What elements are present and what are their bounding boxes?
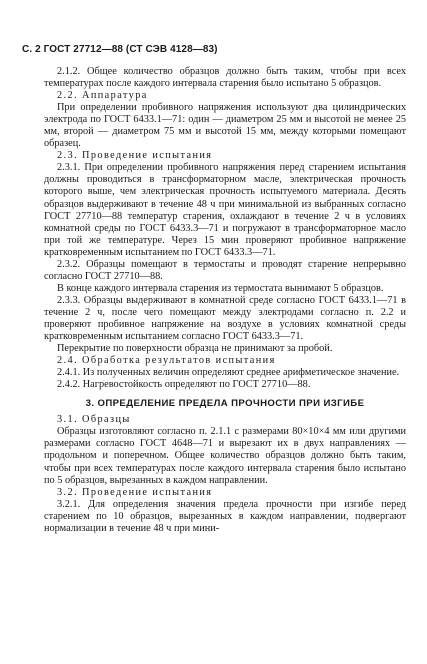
paragraph-2-3-1: 2.3.1. При определении пробивного напряжения перед старением испытания должны проводиться в трансформаторном масле, электрическая прочность которого выше, чем электрическая прочность испытуемого материала. Десять образцов выдерживают в течение 48 ч при минимальной из выбранных согласно ГОСТ 27710—88 температур старения, охлаждают в течение 2 ч в условиях комнатной среды по ГОСТ 6433.3—71 и погружают в трансформаторное масло при той же температуре. Через 15 мин проверяют пробивное напряжение кратковременным испытанием по ГОСТ 6433.3—71. <box>44 162 406 258</box>
section-3-title: 3. ОПРЕДЕЛЕНИЕ ПРЕДЕЛА ПРОЧНОСТИ ПРИ ИЗГИБЕ <box>85 398 365 410</box>
paragraph-2-3-3: 2.3.3. Образцы выдерживают в комнатной среде согласно ГОСТ 6433.1—71 в течение 2 ч, после чего помещают между электродами согласно п. 2.2 и проверяют пробивное напряжение на воздухе в условиях комнатной среды кратковременным испытанием согласно ГОСТ 6433.3—71. <box>44 294 406 343</box>
paragraph-2-3-2: 2.3.2. Образцы помещают в термостаты и проводят старение непрерывно согласно ГОСТ 27710—88. <box>44 258 406 282</box>
page-header: С. 2 ГОСТ 27712—88 (СТ СЭВ 4128—83) <box>22 44 218 55</box>
subheading-testing: 2.3. Проведение испытания <box>57 150 213 162</box>
subheading-apparatus: 2.2. Аппаратура <box>57 90 148 102</box>
subheading-samples: 3.1. Образцы <box>57 414 131 426</box>
paragraph-2-1-2: 2.1.2. Общее количество образцов должно быть таким, чтобы при всех температурах после каждого интервала старения было испытано 5 образцов. <box>44 66 406 90</box>
paragraph-2-4-1: 2.4.1. Из полученных величин определяют среднее арифметическое значение. <box>57 367 400 379</box>
document-body <box>44 66 406 535</box>
paragraph-samples: Образцы изготовляют согласно п. 2.1.1 с размерами 80×10×4 мм или другими размерами согласно ГОСТ 4648—71 и вырезают их в двух направлениях — продольном и поперечном. Общее количество образцов должно быть таким, чтобы при всех температурах после каждого интервала старения было испытано по 5 образцов, вырезанных в каждом направлении. <box>44 426 406 486</box>
subheading-processing: 2.4. Обработка результатов испытания <box>57 355 276 367</box>
subheading-testing-3: 3.2. Проведение испытания <box>57 486 213 498</box>
paragraph-3-2-1: 3.2.1. Для определения значения предела прочности при изгибе перед старением по 10 образцов, вырезанных в каждом направлении, подвергают нормализации в течение 48 ч при мини- <box>44 498 406 534</box>
paragraph-electrodes: При определении пробивного напряжения используют два цилиндрических электрода по ГОСТ 6433.1—71: один — диаметром 25 мм и высотой не менее 25 мм, второй — диаметром 75 мм и высотой 15 мм, между которыми помещают образец. <box>44 102 406 150</box>
paragraph-interval: В конце каждого интервала старения из термостата вынимают 5 образцов. <box>57 282 384 294</box>
paragraph-flashover: Перекрытие по поверхности образца не принимают за пробой. <box>57 343 333 355</box>
paragraph-2-4-2: 2.4.2. Нагревостойкость определяют по ГОСТ 27710—88. <box>57 379 311 391</box>
